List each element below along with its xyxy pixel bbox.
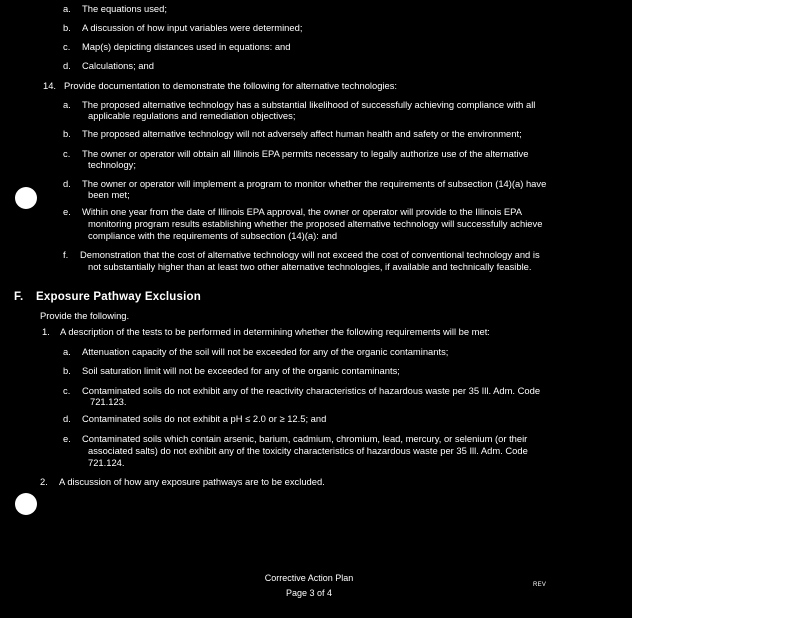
list-item-label: c.: [63, 385, 71, 396]
item-number: 14.: [43, 80, 57, 91]
list-item-label: a.: [63, 3, 71, 14]
list-item-text: Attenuation capacity of the soil will not be exceeded for any of the organic contaminants;: [82, 346, 449, 357]
list-item-label: b.: [63, 365, 71, 376]
list-item-text: A discussion of how input variables were determined;: [82, 22, 303, 33]
footer-page-number: Page 3 of 4: [285, 588, 333, 598]
list-item-text: The owner or operator will implement a program to monitor whether the requirements of subsection (14)(a) have: [82, 178, 547, 189]
list-item-label: b.: [63, 22, 71, 33]
footer-rev: REV: [533, 582, 547, 588]
list-item-text: associated salts) do not exhibit any of the toxicity characteristics of hazardous waste per 35 Ill. Adm. Code: [88, 445, 528, 456]
list-item-text: The owner or operator will obtain all Illinois EPA permits necessary to legally authorize use of the alternative: [82, 148, 529, 159]
list-item-text: Demonstration that the cost of alternative technology will not exceed the cost of conventional technology and is: [80, 249, 540, 260]
list-item-text: Contaminated soils do not exhibit any of the reactivity characteristics of hazardous waste per 35 Ill. Adm. Code: [82, 385, 541, 396]
list-item-text: Map(s) depicting distances used in equations: and: [82, 41, 291, 52]
binder-hole: [15, 187, 37, 209]
binder-hole: [15, 493, 37, 515]
item-text: A discussion of how any exposure pathways are to be excluded.: [59, 476, 325, 487]
list-item-label: f.: [63, 249, 69, 260]
list-item-label: d.: [63, 413, 71, 424]
list-item-text: The equations used;: [82, 3, 167, 14]
list-item-label: b.: [63, 128, 71, 139]
list-item-text: been met;: [88, 189, 130, 200]
list-item-label: a.: [63, 346, 71, 357]
list-item-text: technology;: [88, 159, 136, 170]
list-item-text: Within one year from the date of Illinois EPA approval, the owner or operator will provide to the Illinois EPA: [82, 206, 522, 217]
list-item-text: applicable regulations and remediation objectives;: [88, 110, 296, 121]
list-item-text: Contaminated soils do not exhibit a pH ≤ 2.0 or ≥ 12.5; and: [82, 413, 327, 424]
list-item-label: d.: [63, 178, 71, 189]
list-item-text: The proposed alternative technology has a substantial likelihood of successfully achieving compliance with all: [82, 99, 536, 110]
list-item-label: c.: [63, 41, 71, 52]
footer-title: Corrective Action Plan: [264, 573, 354, 583]
list-item-text: 721.124.: [88, 457, 125, 468]
list-item-label: e.: [63, 206, 71, 217]
section-title: Exposure Pathway Exclusion: [36, 291, 201, 303]
item-number: 2.: [40, 476, 48, 487]
list-item-text: not substantially higher than at least two other alternative technologies, if available and technically feasible.: [88, 261, 532, 272]
list-item-label: d.: [63, 60, 71, 71]
item-text: Provide documentation to demonstrate the following for alternative technologies:: [64, 80, 398, 91]
list-item-text: 721.123.: [90, 396, 127, 407]
list-item-label: c.: [63, 148, 71, 159]
list-item-text: monitoring program results establishing whether the proposed alternative technology will successfully achieve: [88, 218, 543, 229]
list-item-text: compliance with the requirements of subsection (14)(a): and: [88, 230, 338, 241]
section-intro: Provide the following.: [40, 310, 130, 321]
item-text: A description of the tests to be performed in determining whether the following requirements will be met:: [60, 326, 490, 337]
section-letter: F.: [14, 291, 24, 303]
list-item-text: Contaminated soils which contain arsenic, barium, cadmium, chromium, lead, mercury, or selenium (or their: [82, 433, 528, 444]
list-item-text: Calculations; and: [82, 60, 154, 71]
item-number: 1.: [42, 326, 50, 337]
list-item-text: Soil saturation limit will not be exceeded for any of the organic contaminants;: [82, 365, 400, 376]
list-item-label: e.: [63, 433, 71, 444]
list-item-text: The proposed alternative technology will not adversely affect human health and safety or the environment;: [82, 128, 522, 139]
list-item-label: a.: [63, 99, 71, 110]
